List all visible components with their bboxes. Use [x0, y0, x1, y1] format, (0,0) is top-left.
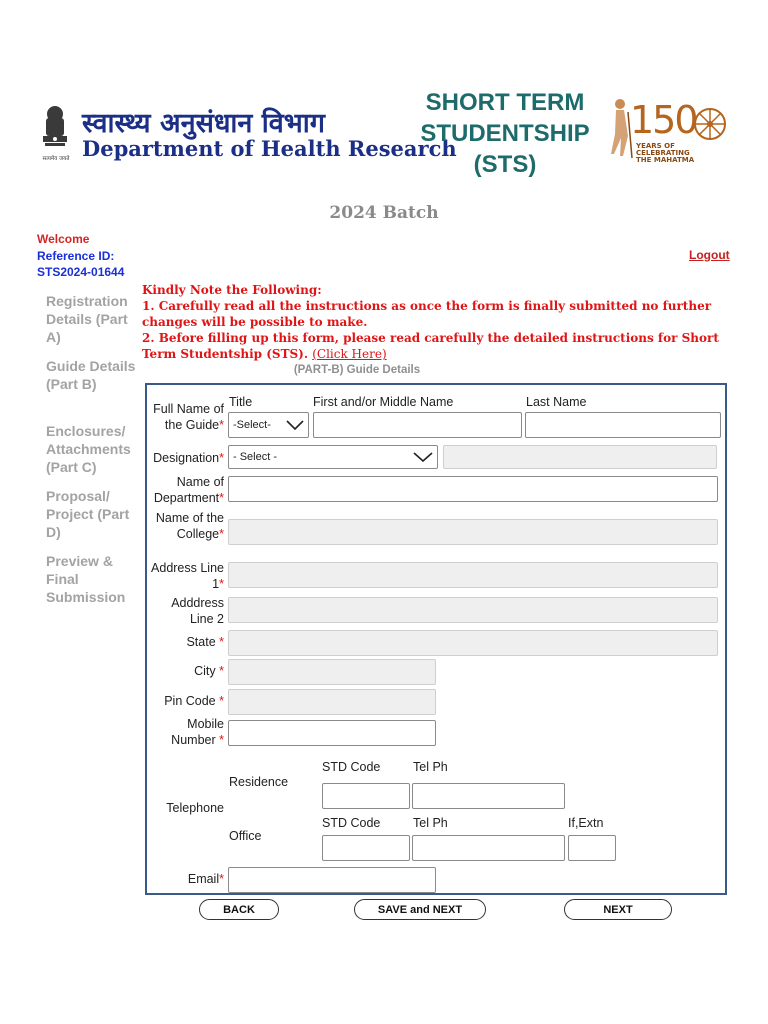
email-label: [146, 871, 224, 887]
mobile-label: [146, 716, 224, 748]
national-emblem-icon: [38, 104, 72, 164]
department-label: [146, 474, 224, 506]
instructions-notice: [142, 282, 742, 362]
office-std-code-input[interactable]: [322, 835, 410, 861]
required-mark: *: [219, 577, 224, 591]
save-and-next-button[interactable]: SAVE and NEXT: [354, 899, 486, 920]
program-title-line2: STUDENTSHIP: [420, 120, 590, 147]
notice-point-2: [142, 330, 742, 362]
telephone-label: Telephone: [166, 801, 224, 815]
sidebar-item-enclosures[interactable]: Enclosures/ Attachments (Part C): [46, 423, 131, 475]
pin-code-input[interactable]: [228, 689, 436, 715]
required-mark: *: [219, 733, 224, 747]
logo-150-line2: CELEBRATING: [636, 149, 690, 157]
logo-150-line3: THE MAHATMA: [636, 156, 695, 164]
sidebar-item-guide-details[interactable]: Guide Details (Part B): [46, 358, 136, 392]
notice-heading: Kindly Note the Following:: [142, 283, 322, 297]
address-line2-label: Adddress Line 2: [171, 596, 224, 626]
emblem-caption: सत्यमेव जयते: [42, 156, 70, 162]
state-input[interactable]: [228, 630, 718, 656]
college-input[interactable]: [228, 519, 718, 545]
email-label-text: Email: [187, 872, 220, 886]
sidebar-item-preview-submission[interactable]: Preview & Final Submission: [46, 553, 126, 605]
department-title: Department of Health Research: [82, 136, 457, 161]
office-extn-header: If,Extn: [568, 816, 604, 830]
first-name-input[interactable]: [313, 412, 522, 438]
sidebar-item-proposal[interactable]: Proposal/ Project (Part D): [46, 488, 130, 540]
designation-label: [146, 450, 224, 466]
chevron-down-icon: [413, 452, 433, 462]
instructions-link[interactable]: (Click Here): [312, 347, 387, 361]
address-line1-label: [146, 560, 224, 592]
chevron-down-icon: [286, 420, 304, 430]
program-title-line3: (STS): [473, 151, 537, 178]
next-button[interactable]: NEXT: [564, 899, 672, 920]
logo-150-line1: YEARS OF: [636, 142, 675, 150]
full-name-label: [146, 401, 224, 433]
full-name-label-text: Full Name of the Guide: [153, 402, 224, 432]
designation-select-value: - Select -: [233, 451, 278, 463]
office-tel-ph-header: Tel Ph: [413, 816, 448, 830]
college-label-text: Name of the College: [155, 511, 224, 541]
designation-other-input[interactable]: [443, 445, 717, 469]
designation-label-text: Designation: [153, 451, 220, 465]
back-button[interactable]: BACK: [199, 899, 279, 920]
reference-id-label: Reference ID:: [37, 249, 115, 263]
residence-tel-ph-header: Tel Ph: [413, 760, 448, 774]
email-input[interactable]: [228, 867, 436, 893]
required-mark: *: [219, 527, 224, 541]
office-extn-input[interactable]: [568, 835, 616, 861]
city-label-text: City: [194, 664, 216, 678]
program-title: [410, 87, 600, 180]
department-label-text: Name of Department: [153, 475, 224, 505]
last-name-column-header: Last Name: [526, 395, 587, 409]
department-input[interactable]: [228, 476, 718, 502]
city-label: [146, 663, 224, 679]
first-name-column-header: First and/or Middle Name: [313, 395, 454, 409]
pin-code-label-text: Pin Code: [164, 694, 216, 708]
college-label: [146, 510, 224, 542]
required-mark: *: [219, 872, 224, 886]
batch-title: 2024 Batch: [329, 203, 439, 223]
residence-std-code-header: STD Code: [322, 760, 381, 774]
gandhi-150-logo: [606, 96, 730, 168]
residence-label: Residence: [229, 775, 289, 789]
reference-id-value: STS2024-01644: [37, 265, 125, 279]
logout-link[interactable]: Logout: [689, 248, 730, 262]
title-column-header: Title: [229, 395, 253, 409]
required-mark: *: [219, 491, 224, 505]
part-title: (PART-B) Guide Details: [293, 364, 421, 376]
reference-id: [37, 248, 124, 280]
logo-150-number: 150: [630, 98, 697, 142]
required-mark: *: [219, 418, 224, 432]
city-input[interactable]: [228, 659, 436, 685]
designation-select[interactable]: [228, 445, 438, 469]
office-std-code-header: STD Code: [322, 816, 381, 830]
required-mark: *: [219, 635, 224, 649]
address-line1-input[interactable]: [228, 562, 718, 588]
title-select-value: -Select-: [233, 419, 271, 431]
address-line1-label-text: Address Line 1: [151, 561, 224, 591]
address-line2-input[interactable]: [228, 597, 718, 623]
mobile-label-text: Mobile Number: [171, 717, 224, 747]
welcome-text: Welcome: [37, 232, 90, 246]
notice-point-1: 1. Carefully read all the instructions as once the form is finally submitted no further changes will be possible to make.: [142, 299, 712, 329]
required-mark: *: [219, 451, 224, 465]
office-label: Office: [229, 829, 262, 843]
required-mark: *: [219, 694, 224, 708]
pin-code-label: [146, 693, 224, 709]
office-tel-ph-input[interactable]: [412, 835, 565, 861]
state-label: [146, 634, 224, 650]
sidebar-item-registration-details[interactable]: Registration Details (Part A): [46, 293, 128, 345]
state-label-text: State: [186, 635, 216, 649]
notice-point-2-text: 2. Before filling up this form, please read carefully the detailed instructions for Short Term Studentship (STS).: [142, 331, 719, 361]
last-name-input[interactable]: [525, 412, 721, 438]
required-mark: *: [219, 664, 224, 678]
residence-std-code-input[interactable]: [322, 783, 410, 809]
program-title-line1: SHORT TERM: [425, 89, 585, 116]
title-select[interactable]: [228, 412, 309, 438]
residence-tel-ph-input[interactable]: [412, 783, 565, 809]
hindi-department-title: स्वास्थ्य अनुसंधान विभाग: [82, 108, 325, 139]
mobile-input[interactable]: [228, 720, 436, 746]
